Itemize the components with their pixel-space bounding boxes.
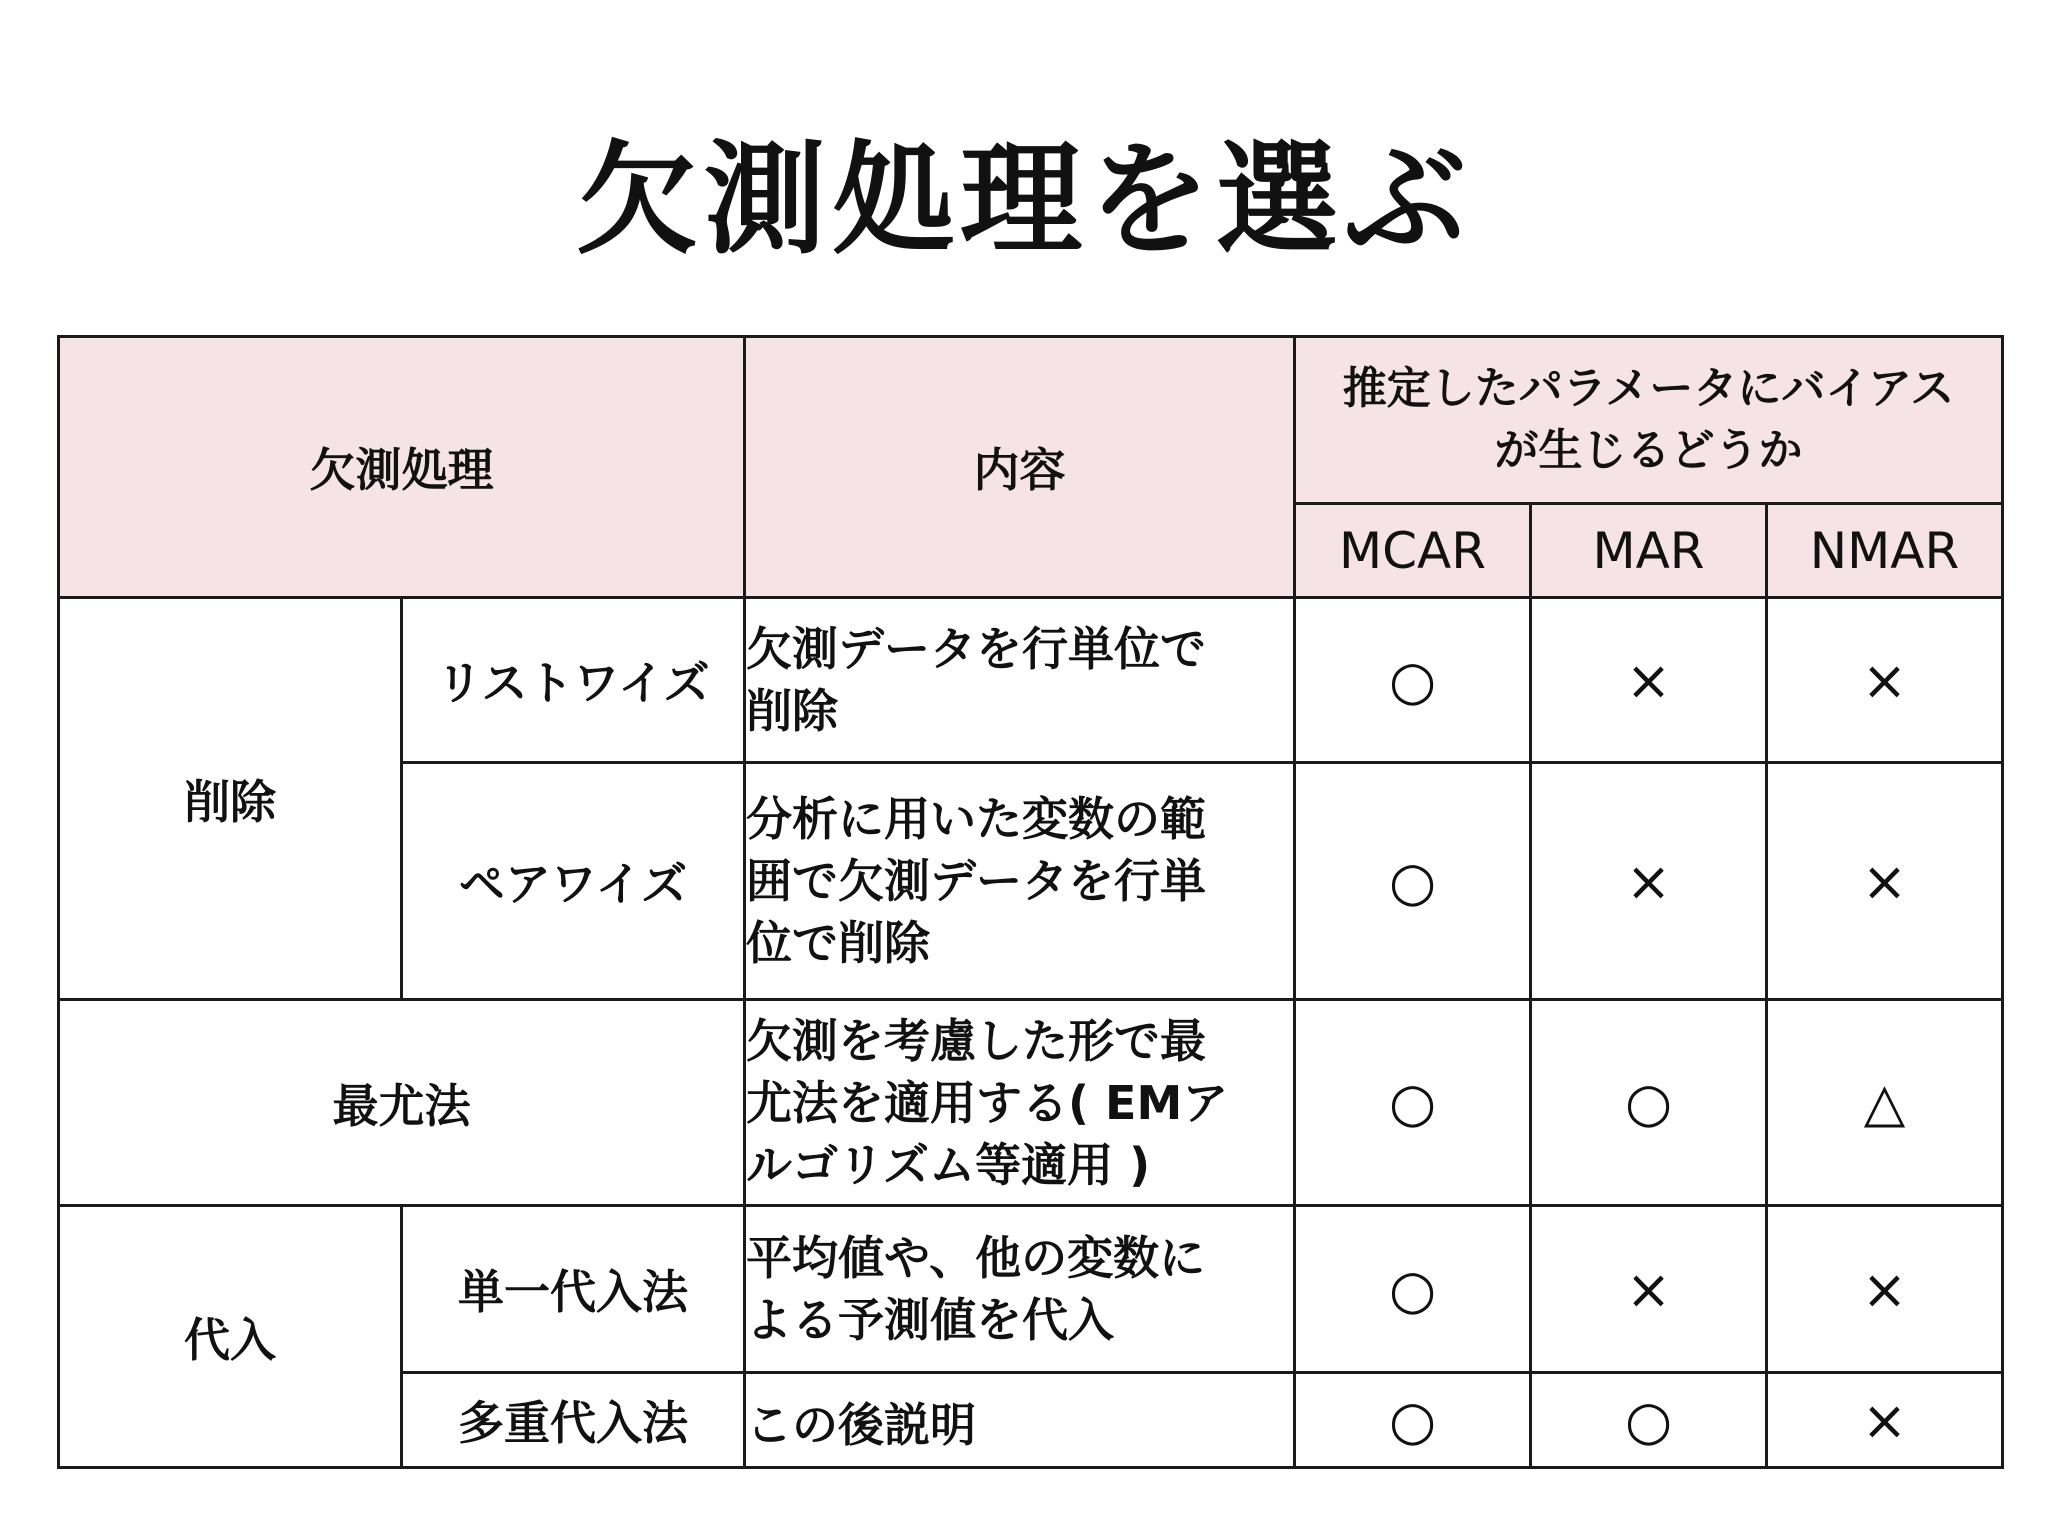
header-content: 内容: [745, 337, 1295, 598]
method-multiple-imputation: 多重代入法: [402, 1373, 745, 1468]
header-bias: 推定したパラメータにバイアス が生じるどうか: [1295, 337, 2003, 504]
mark-single-nmar: ×: [1767, 1206, 2003, 1373]
header-nmar: NMAR: [1767, 504, 2003, 598]
header-mcar: MCAR: [1295, 504, 1531, 598]
mark-pairwise-mcar: ○: [1295, 763, 1531, 1000]
desc-multiple-imputation: この後説明: [745, 1373, 1295, 1468]
table-row: [59, 1000, 2003, 1206]
header-row: [59, 337, 2003, 504]
group-deletion: 削除: [59, 598, 402, 1000]
desc-pairwise: 分析に用いた変数の範 囲で欠測データを行単 位で削除: [745, 763, 1295, 1000]
mark-ml-mar: ○: [1531, 1000, 1767, 1206]
mark-ml-nmar: △: [1767, 1000, 2003, 1206]
mark-listwise-nmar: ×: [1767, 598, 2003, 763]
mark-listwise-mcar: ○: [1295, 598, 1531, 763]
method-pairwise: ペアワイズ: [402, 763, 745, 1000]
desc-maximum-likelihood: 欠測を考慮した形で最 尤法を適用する( EMア ルゴリズム等適用 ): [745, 1000, 1295, 1206]
group-imputation: 代入: [59, 1206, 402, 1468]
missing-data-methods-table: [57, 335, 2004, 1469]
desc-listwise: 欠測データを行単位で 削除: [745, 598, 1295, 763]
mark-multiple-mar: ○: [1531, 1373, 1767, 1468]
mark-single-mar: ×: [1531, 1206, 1767, 1373]
mark-single-mcar: ○: [1295, 1206, 1531, 1373]
method-listwise: リストワイズ: [402, 598, 745, 763]
desc-single-imputation: 平均値や、他の変数に よる予測値を代入: [745, 1206, 1295, 1373]
table-row: [59, 1206, 2003, 1373]
mark-multiple-mcar: ○: [1295, 1373, 1531, 1468]
method-single-imputation: 単一代入法: [402, 1206, 745, 1373]
table-row: [59, 598, 2003, 763]
mark-listwise-mar: ×: [1531, 598, 1767, 763]
mark-ml-mcar: ○: [1295, 1000, 1531, 1206]
mark-multiple-nmar: ×: [1767, 1373, 2003, 1468]
mark-pairwise-nmar: ×: [1767, 763, 2003, 1000]
method-maximum-likelihood: 最尤法: [59, 1000, 745, 1206]
mark-pairwise-mar: ×: [1531, 763, 1767, 1000]
header-mar: MAR: [1531, 504, 1767, 598]
slide-title: 欠測処理を選ぶ: [576, 129, 1472, 271]
header-method: 欠測処理: [59, 337, 745, 598]
